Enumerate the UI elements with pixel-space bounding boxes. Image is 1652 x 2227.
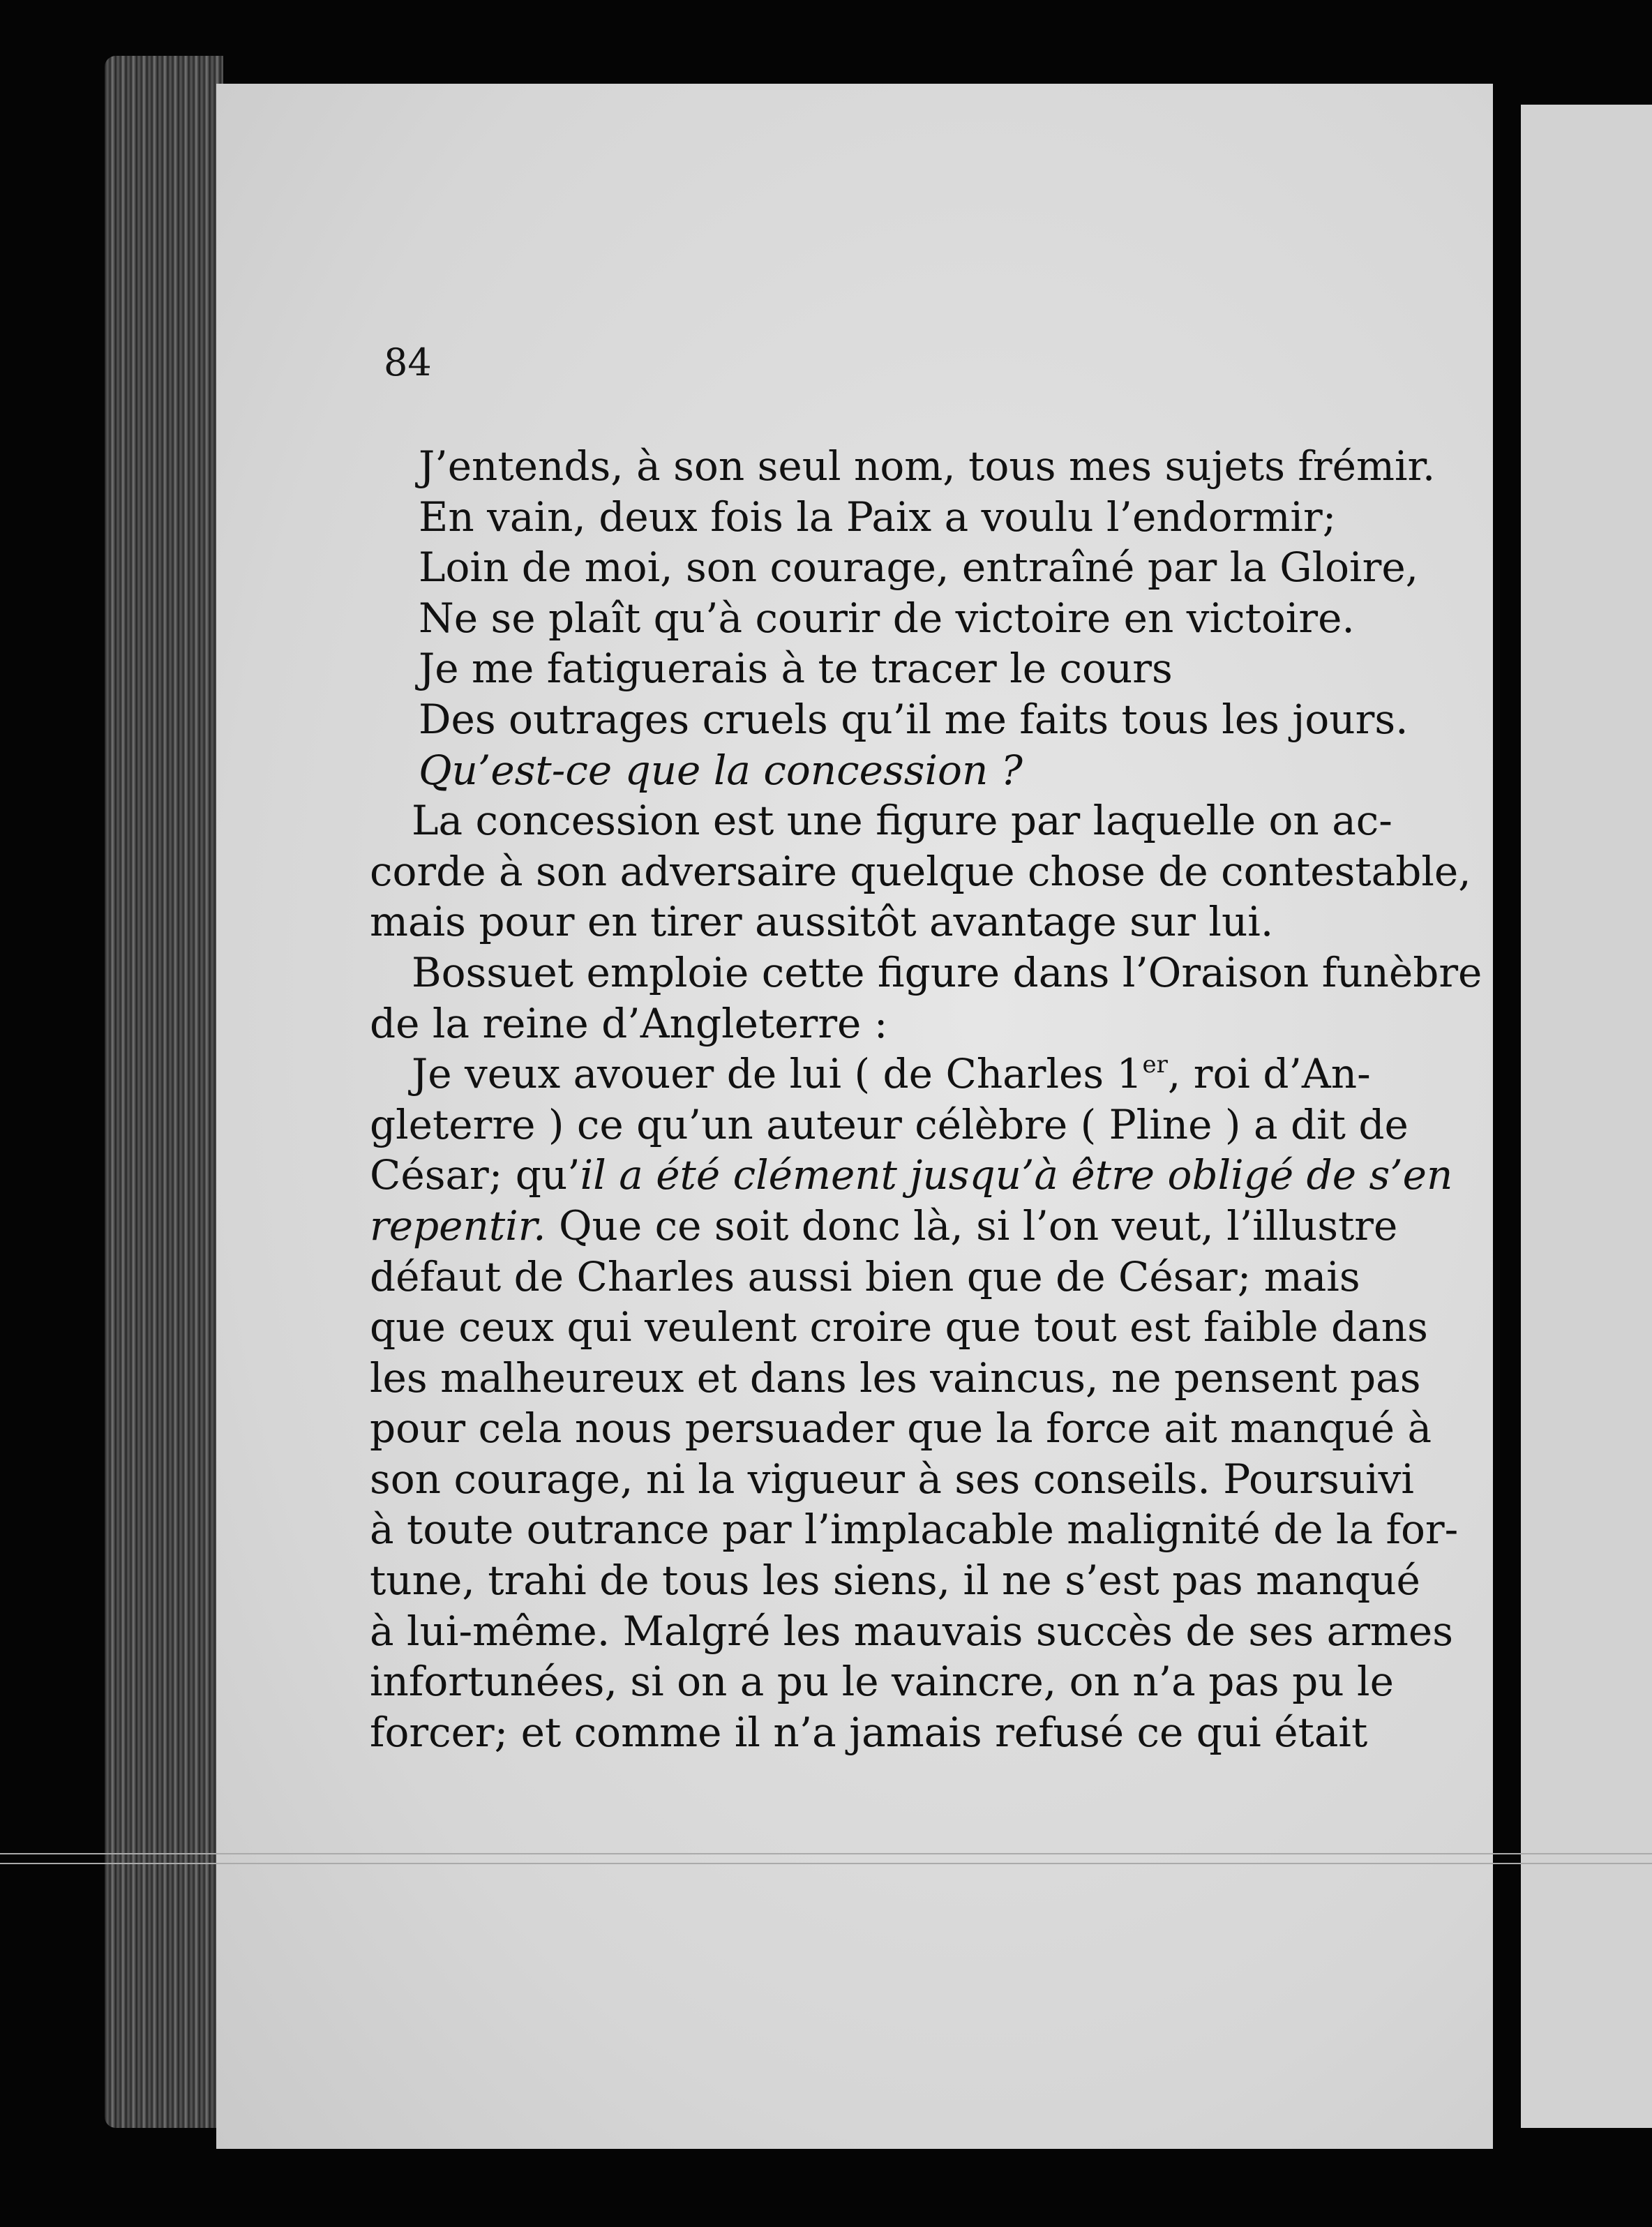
- facing-page: [1521, 105, 1652, 2128]
- page-text: [370, 441, 1482, 1757]
- page-number: 84: [384, 340, 432, 384]
- quote-line: forcer; et comme il n’a jamais refusé ce qui était: [370, 1708, 1368, 1756]
- quote-line: à toute outrance par l’implacable malignité de la for-: [370, 1506, 1459, 1554]
- quote-line: César; qu’il a été clément jusqu’à être obligé de s’en: [370, 1151, 1453, 1199]
- quote-line: défaut de Charles aussi bien que de César; mais: [370, 1252, 1360, 1300]
- question-heading: Qu’est-ce que la concession ?: [419, 746, 1023, 794]
- definition-line: La concession est une figure par laquelle on ac-: [412, 797, 1392, 845]
- definition-line: mais pour en tirer aussitôt avantage sur lui.: [370, 898, 1274, 946]
- quote-line: à lui-même. Malgré les mauvais succès de ses armes: [370, 1607, 1454, 1655]
- quote-line: tune, trahi de tous les siens, il ne s’est pas manqué: [370, 1557, 1420, 1605]
- intro-line: de la reine d’Angleterre :: [370, 999, 888, 1047]
- quote-line: son courage, ni la vigueur à ses conseils. Poursuivi: [370, 1455, 1414, 1503]
- book-edge: [105, 56, 223, 2128]
- quote-line: repentir. Que ce soit donc là, si l’on veut, l’illustre: [370, 1201, 1398, 1250]
- scan-line: [0, 1863, 1652, 1864]
- quote-line: pour cela nous persuader que la force ait manqué à: [370, 1404, 1432, 1453]
- verse-line: Des outrages cruels qu’il me faits tous les jours.: [419, 695, 1409, 743]
- definition-line: corde à son adversaire quelque chose de contestable,: [370, 847, 1471, 895]
- quote-line: les malheureux et dans les vaincus, ne pensent pas: [370, 1354, 1421, 1402]
- quote-line: Je veux avouer de lui ( de Charles 1er, roi d’An-: [412, 1050, 1371, 1098]
- quote-line: que ceux qui veulent croire que tout est faible dans: [370, 1303, 1428, 1351]
- verse-line: En vain, deux fois la Paix a voulu l’endormir;: [419, 493, 1337, 541]
- superscript: er: [1142, 1051, 1168, 1079]
- scan-line: [0, 1853, 1652, 1854]
- verse-line: Loin de moi, son courage, entraîné par la Gloire,: [419, 543, 1419, 592]
- intro-line: Bossuet emploie cette figure dans l’Oraison funèbre: [412, 948, 1482, 996]
- verse-line: Ne se plaît qu’à courir de victoire en victoire.: [419, 594, 1355, 642]
- verse-line: Je me fatiguerais à te tracer le cours: [419, 645, 1173, 693]
- quote-line: infortunées, si on a pu le vaincre, on n’a pas pu le: [370, 1658, 1394, 1706]
- verse-line: J’entends, à son seul nom, tous mes sujets frémir.: [419, 442, 1436, 490]
- quote-line: gleterre ) ce qu’un auteur célèbre ( Pline ) a dit de: [370, 1100, 1409, 1148]
